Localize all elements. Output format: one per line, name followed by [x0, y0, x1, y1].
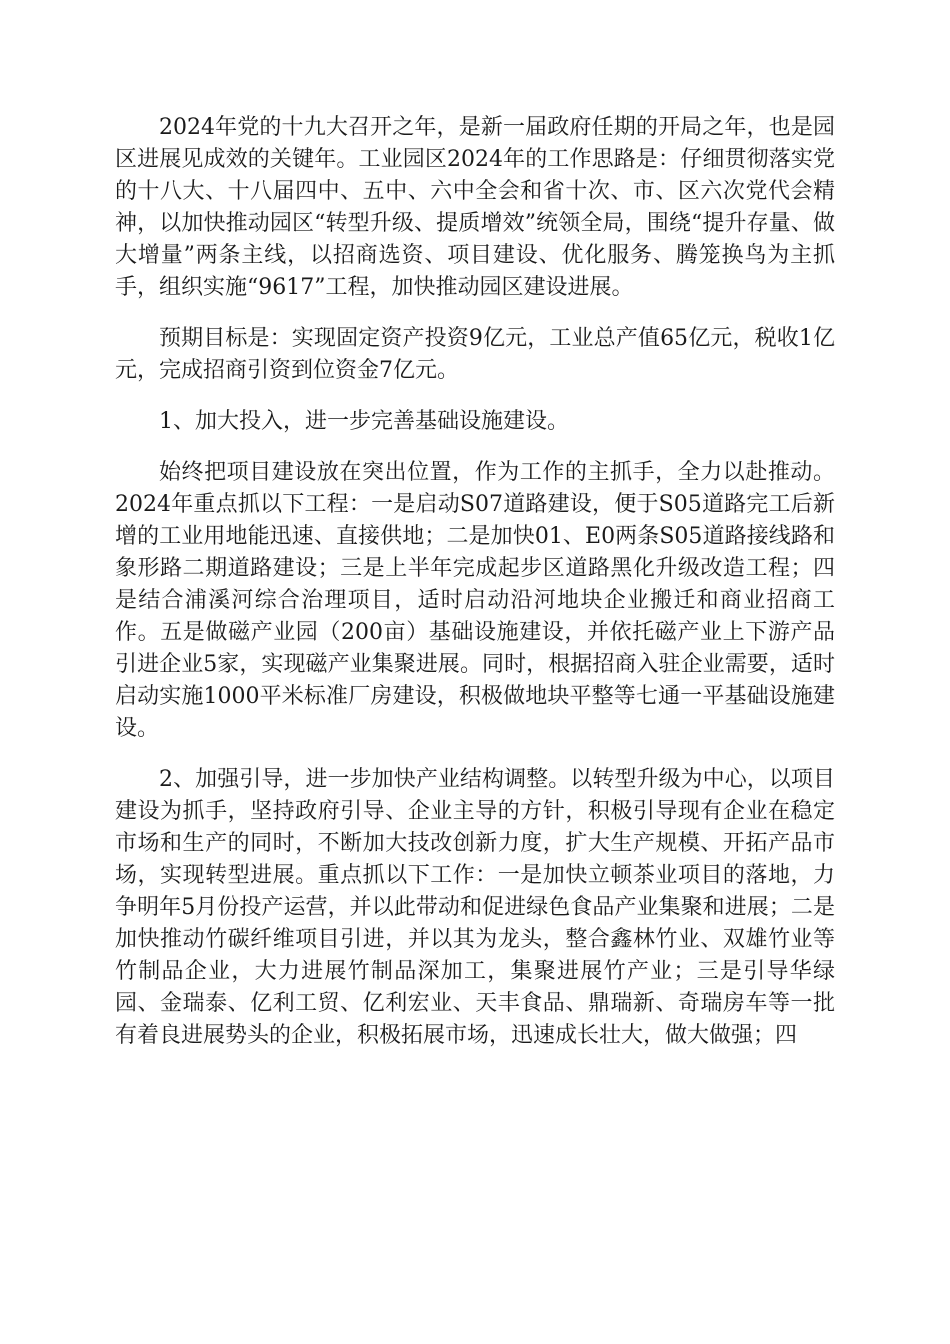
paragraph-infrastructure-projects: 始终把项目建设放在突出位置，作为工作的主抓手，全力以赴推动。2024年重点抓以下工程：一是启动S07道路建设，便于S05道路完工后新增的工业用地能迅速、直接供地；二是加快01、E0两条S05道路接线路和象形路二期道路建设；三是上半年完成起步区道路黑化升级改造工程；四是结合浦溪河综合治理项目，适时启动沿河地块企业搬迁和商业招商工作。五是做磁产业园（200亩）基础设施建设，并依托磁产业上下游产品引进企业5家，实现磁产业集聚进展。同时，根据招商入驻企业需要，适时启动实施1000平米标准厂房建设，积极做地块平整等七通一平基础设施建设。 — [115, 460, 835, 741]
paragraph-work-plan: 2024年党的十九大召开之年，是新一届政府任期的开局之年，也是园区进展见成效的关键年。工业园区2024年的工作思路是：仔细贯彻落实党的十八大、十八届四中、五中、六中全会和省十次、市、区六次党代会精神，以加快推动园区“转型升级、提质增效”统领全局，围绕“提升存量、做大增量”两条主线，以招商选资、项目建设、优化服务、腾笼换鸟为主抓手，组织实施“9617”工程，加快推动园区建设进展。 — [115, 115, 835, 300]
document-page — [115, 112, 835, 1071]
paragraph-industry-restructuring: 2、加强引导，进一步加快产业结构调整。以转型升级为中心，以项目建设为抓手，坚持政府引导、企业主导的方针，积极引导现有企业在稳定市场和生产的同时，不断加大技改创新力度，扩大生产规模、开拓产品市场，实现转型进展。重点抓以下工作：一是加快立顿茶业项目的落地，力争明年5月份投产运营，并以此带动和促进绿色食品产业集聚和进展；二是加快推动竹碳纤维项目引进，并以其为龙头，整合鑫林竹业、双雄竹业等竹制品企业，大力进展竹制品深加工，集聚进展竹产业；三是引导华绿园、金瑞泰、亿利工贸、亿利宏业、天丰食品、鼎瑞新、奇瑞房车等一批有着良进展势头的企业，积极拓展市场，迅速成长壮大，做大做强；四 — [115, 767, 835, 1048]
heading-infrastructure: 1、加大投入，进一步完善基础设施建设。 — [159, 409, 569, 434]
paragraph-expected-targets: 预期目标是：实现固定资产投资9亿元，工业总产值65亿元，税收1亿元，完成招商引资到位资金7亿元。 — [115, 326, 835, 383]
